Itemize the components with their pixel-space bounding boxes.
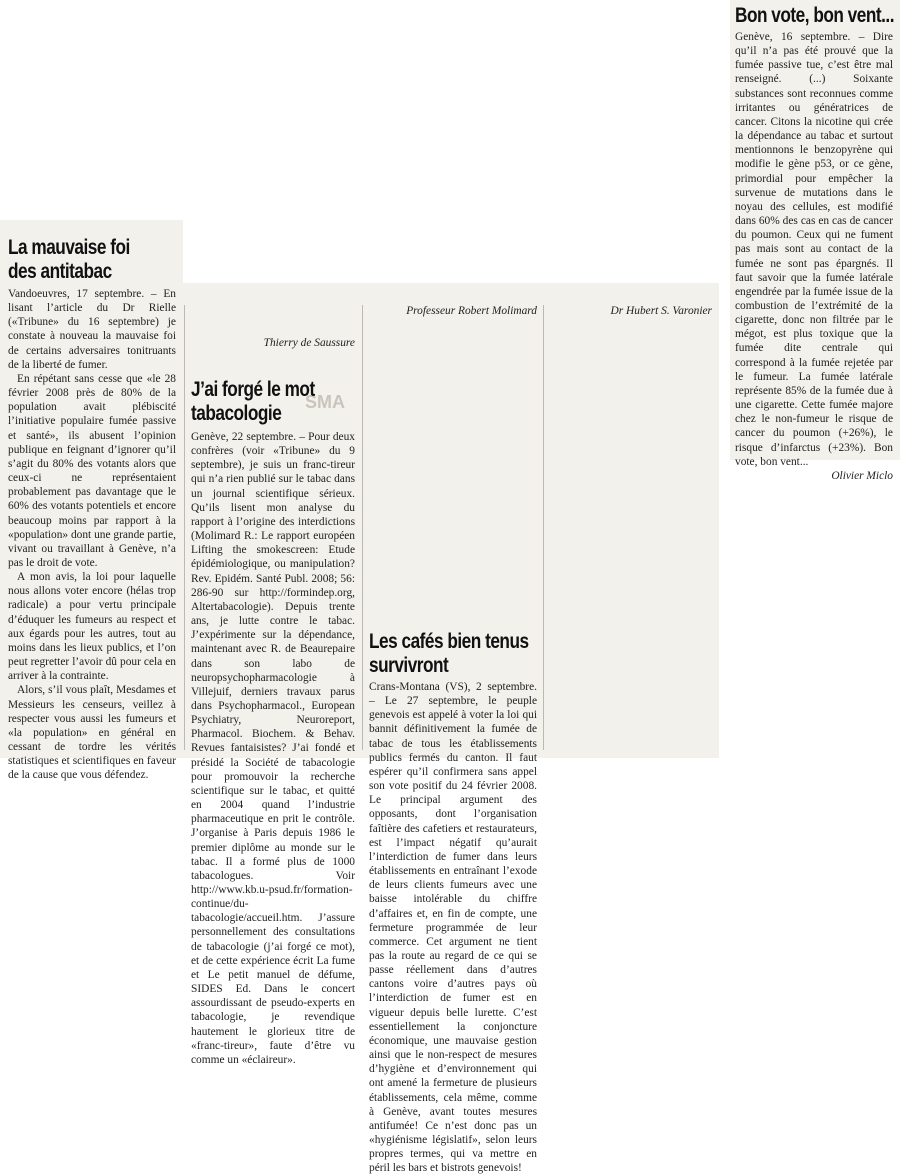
letter1-column-b: [191, 304, 355, 354]
letter1-column-a: [8, 287, 176, 782]
letter1-paragraph: A mon avis, la loi pour laquelle nous allons voter encore (hélas trop radicale) a pour vertu principale d’éduquer les fumeurs au respect et aux égards pour les autres, tout au moins dans les lieux publics, et l’on peut regretter l’avoir dû pour cela en arriver à la contrainte.: [8, 571, 176, 683]
bleed-through-text: SMA: [305, 392, 345, 412]
headline-la-mauvaise-foi: La mauvaise foi des antitabac: [8, 236, 130, 283]
headline-jai-forge: J’ai forgé le mot tabacologie: [191, 378, 315, 425]
letter1-signature: Thierry de Saussure: [263, 337, 355, 349]
column-rule: [543, 305, 544, 750]
letter2-signature: Professeur Robert Molimard: [406, 305, 537, 317]
letter3-column-b: [550, 304, 712, 758]
headline-bon-vote: Bon vote, bon vent...: [735, 4, 895, 27]
letter3-paragraph: Crans-Montana (VS), 2 septembre. – Le 27 septembre, le peuple genevois est appelé à voter la loi qui bannit définitivement la fumée de tabac de tous les établissements publics fermés du canton. Il faut espérer qu’il confirmera sans appel son vote positif du 24 février 2008. Le principal argument des opposants, dont l’organisation faîtière des cafetiers et restaurateurs, est l’impact négatif qu’aurait l’interdiction de fumer dans leurs établissements en entraînant l’exode de leurs clients fumeurs avec une baisse intolérable du chiffre d’affaires et, en fin de compte, une fermeture programmée de leur commerce. Cet argument ne tient pas la route au regard de ce qui se passe réellement dans d’autres cantons voire d’autres pays où l’interdiction de fumer est en vigueur depuis belle lurette. C’est essentiellement la conjoncture économique, une mauvaise gestion ainsi que le non-respect de mesures d’hygiène et d’environnement qui ont amené la fermeture de plusieurs établissements, cela même, comme à Genève, avant toutes mesures antifumée! Ce n’est donc pas un «hygiénisme législatif», selon leurs propres termes, qui va mettre en péril les bars et bistrots genevois!: [369, 681, 537, 1175]
letter3-column-a: [369, 680, 537, 1175]
letter2-column-a: [191, 430, 355, 1066]
letter4-signature: Olivier Miclo: [831, 469, 893, 482]
letter1-paragraph: En répétant sans cesse que «le 28 février 2008 près de 80% de la population avait plébiscité l’initiative populaire fumée passive et santé», ils abusent l’opinion publique en feignant d’ignorer qu’il s’agit du 80% des votants alors que ceux-ci ne représentaient probablement pas davantage que le 60% des votants potentiels et encore beaucoup moins par rapport à la «population» dont une grande partie, vivant ou travaillant à Genève, n’a pas le droit de vote.: [8, 372, 176, 569]
letter2-paragraph: Genève, 22 septembre. – Pour deux confrères (voir «Tribune» du 9 septembre), je suis un franc-tireur qui n’a rien publié sur le tabac dans un journal scientifique sérieux. Qu’ils lisent mon analyse du rapport à l’origine des interdictions (Molimard R.: Le rapport européen Lifting the smokescreen: Etude épidémiologique, ou manipulation? Rev. Epidém. Santé Publ. 2008; 56: 286-90 sur http://formindep.org, Altertabacologie). Depuis trente ans, je lutte contre le tabac. J’expérimente sur la dépendance, maintenant avec R. de Beaurepaire dans son labo de neuropsychopharmacologie à Villejuif, derniers travaux parus dans Psychopharmacol., European Psychiatry, Neuroreport, Pharmacol. Biochem. & Behav. Revues fantaisistes? J’ai fondé et présidé la Société de tabacologie pour promouvoir la recherche scientifique sur le tabac, et quitté en 2004 quand l’industrie pharmaceutique en prit le contrôle. J’organise à Paris depuis 1986 le premier diplôme au monde sur le tabac. Il a formé plus de 1000 tabacologues. Voir http://www.kb.u-psud.fr/formation-continue/du-tabacologie/accueil.htm. J’assure personnellement des consultations de tabacologie (j’ai forgé ce mot), et de cette expérience écrit La fume et Le petit manuel de défume, SIDES Ed. Dans le concert assourdissant de pseudo-experts en tabacologie, je revendique hautement le glorieux titre de «franc-tireur», faute d’être vu comme un «éclaireur».: [191, 431, 355, 1066]
headline-les-cafes: Les cafés bien tenus survivront: [369, 630, 529, 677]
letter4-column: [735, 30, 893, 482]
column-rule: [362, 305, 363, 750]
letter2-column-b: [369, 304, 537, 614]
column-rule: [184, 305, 185, 750]
letter1-paragraph: Alors, s’il vous plaît, Mesdames et Messieurs les censeurs, veillez à respecter vous aussi les fumeurs et «la population» en général en cessant de tordre les vérités statistiques et scientifiques en faveur de la cause que vous défendez.: [8, 684, 176, 782]
letter1-paragraph: Vandoeuvres, 17 septembre. – En lisant l’article du Dr Rielle («Tribune» du 16 septembre) je constate à nouveau la mauvaise foi de certains adversaires tonitruants de la liberté de fumer.: [8, 288, 176, 371]
letter4-paragraph: Genève, 16 septembre. – Dire qu’il n’a pas été prouvé que la fumée passive tue, c’est être mal renseigné. (...) Soixante substances sont reconnues comme irritantes ou génératrices de cancer. Citons la nicotine qui crée la dépendance au tabac et surtout mentionnons le benzopyrène qui modifie le gène p53, or ce gène, primordial pour empêcher la survenue de mutations dans le noyau des cellules, est modifié dans 60% des cas en cas de cancer du poumon. Ceux qui ne fument pas mais sont au contact de la fumée ne sont pas épargnés. Il faut savoir que la fumée latérale engendrée par la fumée issue de la combustion de l’extrémité de la cigarette, donc non filtrée par le mégot, est plus toxique que la fumée dite centrale qui correspond à la fumée rejetée par le fumeur. La fumée latérale représente 85% de la fumée due à une cigarette. Cette fumée majore chez le non-fumeur le risque de cancer du poumon (+26%), le risque d’infarctus (+23%). Bon vote, bon vent...: [735, 31, 893, 468]
letter3-signature: Dr Hubert S. Varonier: [610, 305, 712, 317]
